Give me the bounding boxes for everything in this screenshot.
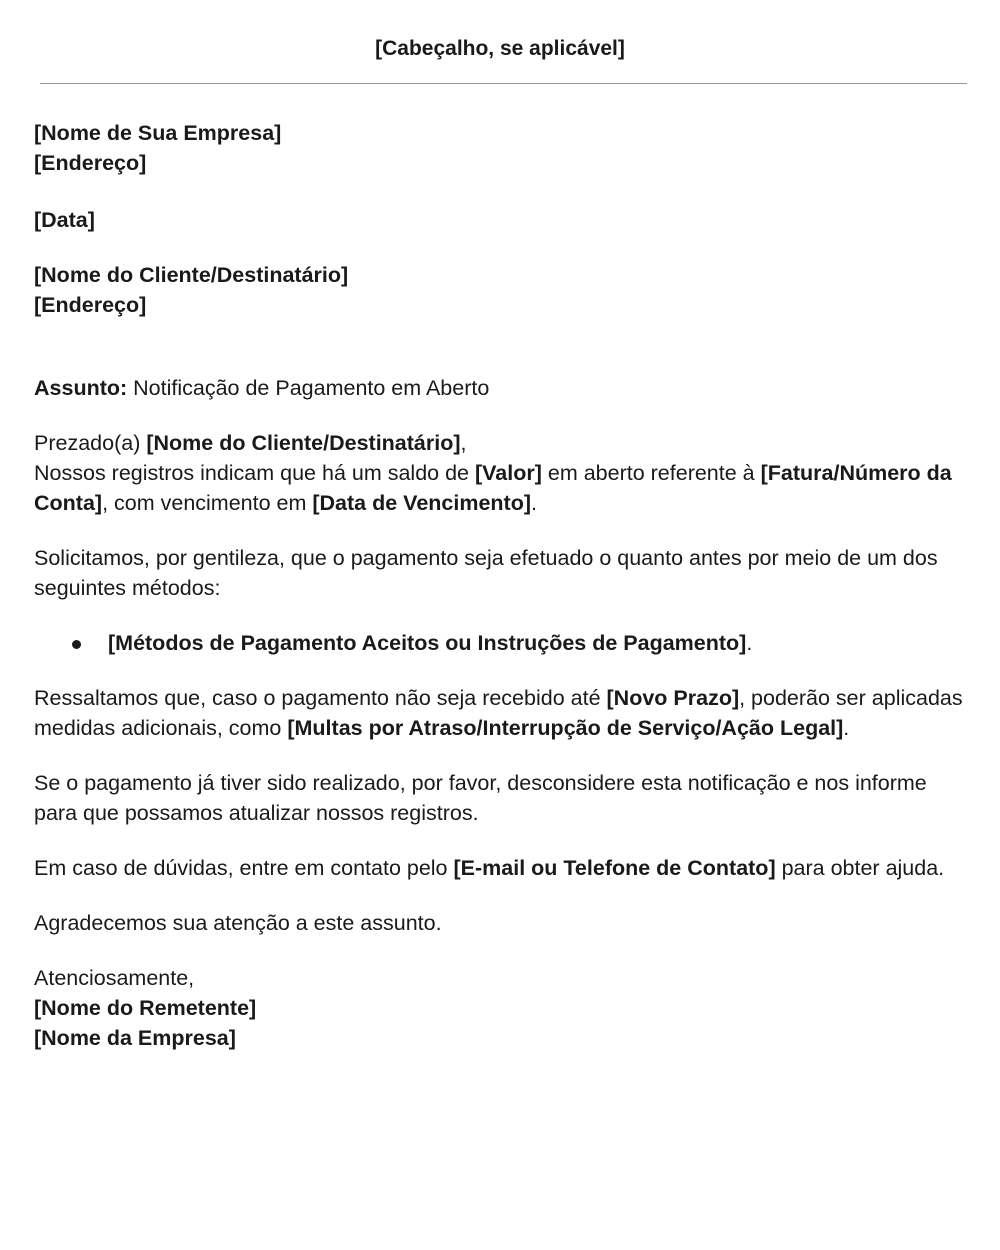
greeting-prefix: Prezado(a)	[34, 431, 147, 455]
sender-address: [Endereço]	[34, 151, 147, 175]
bullet-dot-icon	[72, 640, 81, 649]
recipient-address: [Endereço]	[34, 293, 147, 317]
balance-text-3: , com vencimento em	[102, 491, 313, 515]
invoice-number: [Fatura/Número da Conta]	[34, 461, 952, 515]
subject-line	[34, 373, 964, 403]
subject-text: Notificação de Pagamento em Aberto	[127, 376, 490, 400]
due-date: [Data de Vencimento]	[312, 491, 532, 515]
deadline-text-3: .	[843, 716, 850, 740]
date-line	[34, 205, 964, 235]
letter-date: [Data]	[34, 208, 95, 232]
balance-text-1: Nossos registros indicam que há um saldo de	[34, 461, 475, 485]
recipient-name: [Nome do Cliente/Destinatário]	[34, 263, 349, 287]
greeting-suffix: ,	[460, 431, 467, 455]
greeting-name: [Nome do Cliente/Destinatário]	[146, 431, 461, 455]
payment-methods-item	[34, 628, 964, 658]
thanks-paragraph: Agradecemos sua atenção a este assunto.	[34, 911, 442, 935]
letter-body	[34, 118, 964, 1053]
balance-value: [Valor]	[474, 461, 542, 485]
greeting-line	[34, 428, 964, 458]
recipient-block	[34, 260, 964, 320]
deadline-text-2: , poderão ser aplicadas medidas adicionais, como	[34, 686, 963, 740]
contact-paragraph	[34, 853, 964, 883]
closing-block	[34, 963, 964, 1053]
balance-paragraph	[34, 458, 964, 518]
contact-text-1: Em caso de dúvidas, entre em contato pelo	[34, 856, 454, 880]
contact-info: [E-mail ou Telefone de Contato]	[453, 856, 776, 880]
subject-label: Assunto:	[34, 376, 128, 400]
balance-text-2: em aberto referente à	[541, 461, 761, 485]
sender-name: [Nome do Remetente]	[34, 996, 257, 1020]
already-paid-paragraph: Se o pagamento já tiver sido realizado, por favor, desconsidere esta notificação e nos informe para que possamos atualizar nossos registros.	[34, 771, 927, 825]
header-divider	[40, 83, 967, 84]
contact-text-2: para obter ajuda.	[775, 856, 945, 880]
additional-measures: [Multas por Atraso/Interrupção de Serviço/Ação Legal]	[287, 716, 844, 740]
deadline-text-1: Ressaltamos que, caso o pagamento não seja recebido até	[34, 686, 607, 710]
new-deadline: [Novo Prazo]	[606, 686, 740, 710]
sender-company: [Nome de Sua Empresa]	[34, 121, 282, 145]
sender-company-signature: [Nome da Empresa]	[34, 1026, 236, 1050]
closing-salutation: Atenciosamente,	[34, 966, 195, 990]
page-header-title: [Cabeçalho, se aplicável]	[375, 37, 625, 60]
request-paragraph: Solicitamos, por gentileza, que o pagamento seja efetuado o quanto antes por meio de um dos seguintes métodos:	[34, 546, 938, 600]
balance-text-4: .	[531, 491, 537, 515]
payment-methods-text: [Métodos de Pagamento Aceitos ou Instruções de Pagamento]	[108, 631, 747, 655]
deadline-paragraph	[34, 683, 964, 743]
payment-methods-suffix: .	[746, 631, 753, 655]
sender-block	[34, 118, 964, 178]
